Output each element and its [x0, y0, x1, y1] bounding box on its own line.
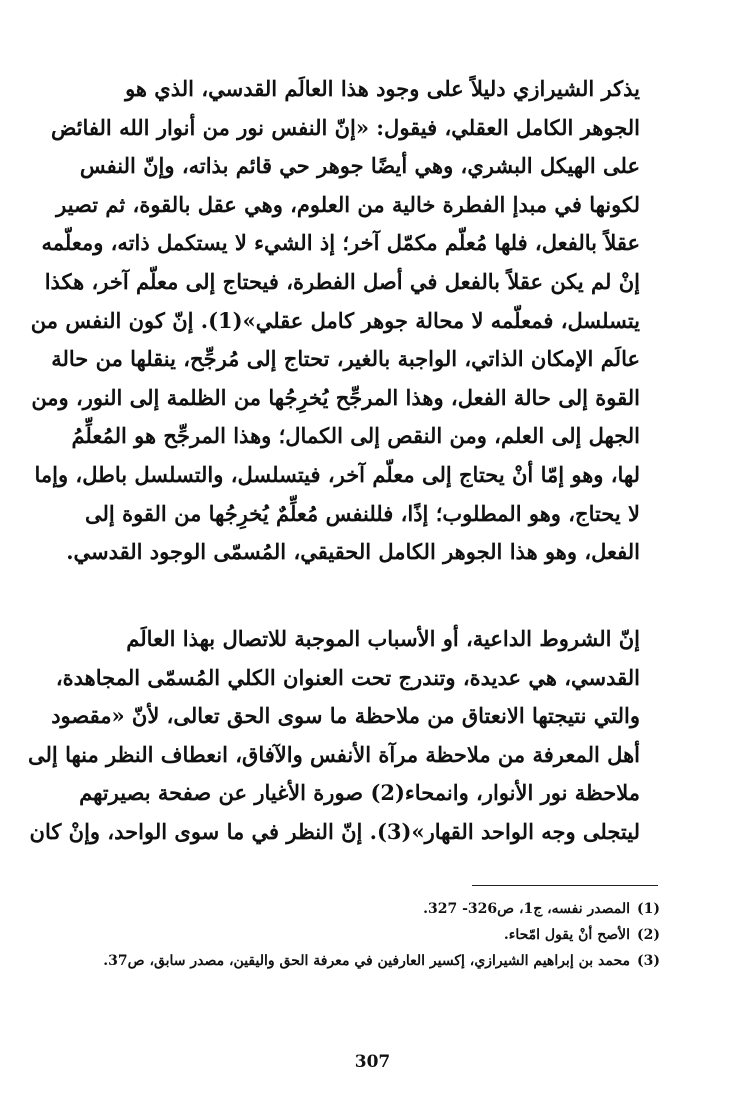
footnote-number: (3): [637, 953, 660, 969]
paragraph-line: الجوهر الكامل العقلي، فيقول: «إنّ النفس نور من أنوار الله الفائض: [50, 114, 640, 140]
footnote-text: محمد بن إبراهيم الشيرازي، إكسير العارفين في معرفة الحق واليقين، مصدر سابق، ص37.: [103, 953, 630, 969]
footnote-1: [70, 896, 660, 922]
paragraph-2: [28, 620, 670, 852]
paragraph-line: ليتجلى وجه الواحد القهار»(3). إنّ النظر في ما سوى الواحد، وإنْ كان: [29, 818, 640, 844]
paragraph-line: عقلاً بالفعل، فلها مُعلّم مكمّل آخر؛ إذ الشيء لا يستكمل ذاته، ومعلّمه: [41, 230, 640, 256]
paragraph-1: [30, 70, 670, 572]
footnotes: [70, 896, 660, 974]
paragraph-line: الجهل إلى العلم، ومن النقص إلى الكمال؛ وهذا المرجِّح هو المُعلِّمُ: [71, 423, 640, 449]
paragraph-line: الفعل، وهو هذا الجوهر الكامل الحقيقي، المُسمّى الوجود القدسي.: [66, 539, 640, 565]
footnote-divider: [472, 885, 658, 886]
paragraph-line: القدسي، هي عديدة، وتندرج تحت العنوان الكلي المُسمّى المجاهدة،: [55, 664, 640, 690]
footnote-number: (1): [637, 901, 660, 917]
paragraph-line: القوة إلى حالة الفعل، وهذا المرجِّح يُخرِجُها من الظلمة إلى النور، ومن: [31, 384, 640, 410]
paragraph-line: عالَم الإمكان الذاتي، الواجبة بالغير، تحتاج إلى مُرجِّح، ينقلها من حالة: [51, 346, 640, 372]
paragraph-line: يذكر الشيرازي دليلاً على وجود هذا العالَم القدسي، الذي هو: [125, 76, 640, 101]
paragraph-line: على الهيكل البشري، وهي أيضًا جوهر حي قائم بذاته، وإنّ النفس: [79, 153, 640, 179]
paragraph-line: لكونها في مبدإ الفطرة خالية من العلوم، وهي عقل بالقوة، ثم تصير: [56, 191, 640, 217]
paragraph-line: لا يحتاج، وهو المطلوب؛ إذًا، فللنفس مُعلِّمٌ يُخرِجُها من القوة إلى: [85, 500, 640, 526]
footnote-text: المصدر نفسه، ج1، ص326- 327.: [423, 901, 630, 917]
paragraph-line: يتسلسل، فمعلّمه لا محالة جوهر كامل عقلي»(1). إنّ كون النفس من: [30, 307, 640, 333]
page-number: 307: [354, 1052, 391, 1072]
footnote-2: [70, 922, 660, 948]
paragraph-line: إنّ الشروط الداعية، أو الأسباب الموجبة للاتصال بهذا العالَم: [126, 626, 640, 651]
footnote-text: الأصح أنْ يقول امّحاء.: [503, 927, 630, 943]
footnote-3: [70, 948, 660, 974]
paragraph-line: والتي نتيجتها الانعتاق من ملاحظة ما سوى الحق تعالى، لأنّ «مقصود: [51, 703, 640, 729]
paragraph-line: ملاحظة نور الأنوار، وانمحاء(2) صورة الأغيار عن صفحة بصيرتهم: [79, 780, 640, 806]
paragraph-line: إنْ لم يكن عقلاً بالفعل في أصل الفطرة، فيحتاج إلى معلّم آخر، هكذا: [44, 268, 640, 294]
footnote-number: (2): [637, 927, 660, 943]
paragraph-line: أهل المعرفة من ملاحظة مرآة الأنفس والآفاق، انعطاف النظر منها إلى: [28, 741, 640, 767]
paragraph-line: لها، وهو إمّا أنْ يحتاج إلى معلّم آخر، فيتسلسل، والتسلسل باطل، وإما: [34, 461, 640, 487]
